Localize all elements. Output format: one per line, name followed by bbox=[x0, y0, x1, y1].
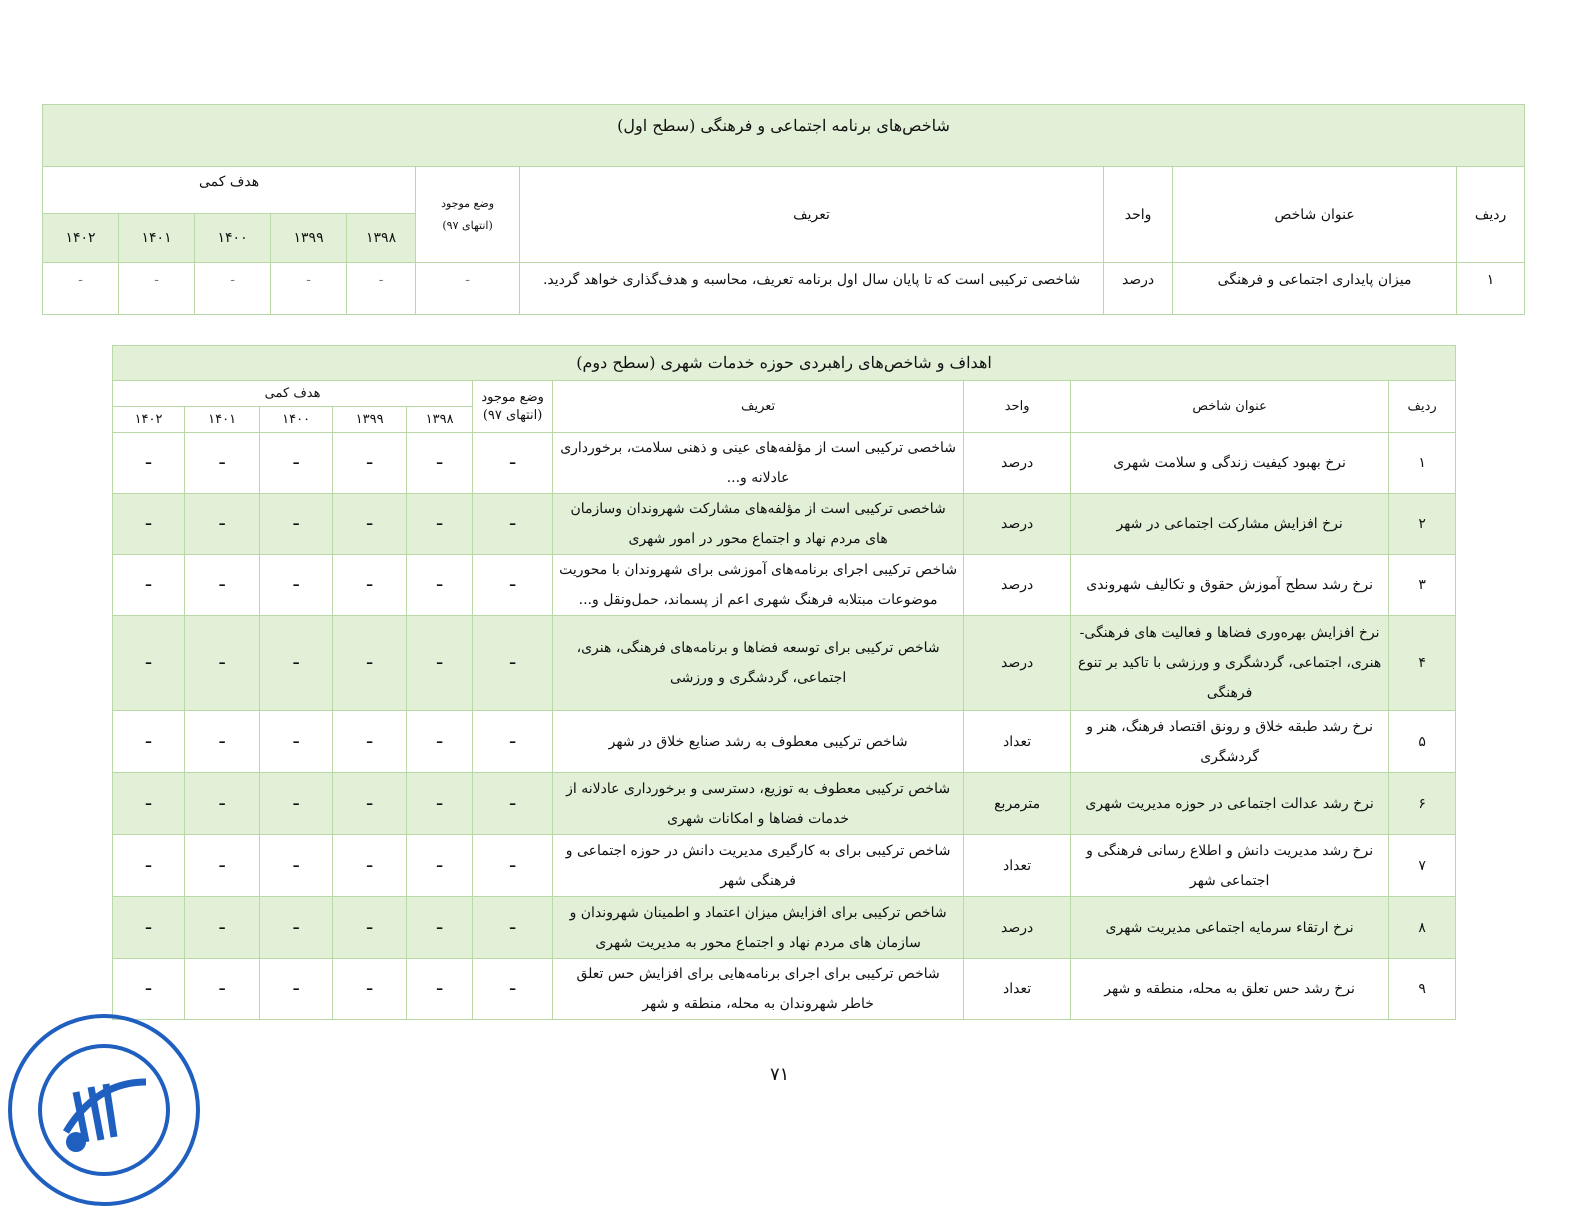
header-row-no: ردیف bbox=[1389, 381, 1456, 433]
target-value: – bbox=[407, 616, 473, 711]
target-value: – bbox=[260, 616, 333, 711]
indicator-title: نرخ افزایش بهره‌وری فضاها و فعالیت های فرهنگی- هنری، اجتماعی، گردشگری و ورزشی با تاکید بر تنوع فرهنگی bbox=[1071, 616, 1389, 711]
indicator-title: نرخ رشد طبقه خلاق و رونق اقتصاد فرهنگ، هنر و گردشگری bbox=[1071, 711, 1389, 773]
header-year: ۱۳۹۹ bbox=[271, 214, 347, 263]
unit: درصد bbox=[964, 555, 1071, 616]
unit: تعداد bbox=[964, 959, 1071, 1020]
row-number: ۳ bbox=[1389, 555, 1456, 616]
table-title: شاخص‌های برنامه اجتماعی و فرهنگی (سطح اول) bbox=[43, 105, 1525, 167]
header-year: ۱۴۰۰ bbox=[195, 214, 271, 263]
current-status: – bbox=[473, 959, 553, 1020]
target-value: - bbox=[347, 263, 416, 315]
header-definition: تعریف bbox=[520, 167, 1104, 263]
council-seal-stamp bbox=[6, 1012, 202, 1208]
row-number: ۸ bbox=[1389, 897, 1456, 959]
target-value: - bbox=[119, 263, 195, 315]
target-value: – bbox=[113, 616, 185, 711]
status-sublabel: (انتهای ۹۷) bbox=[442, 218, 493, 232]
row-number: ۹ bbox=[1389, 959, 1456, 1020]
current-status: – bbox=[473, 835, 553, 897]
row-number: ۴ bbox=[1389, 616, 1456, 711]
target-value: – bbox=[333, 835, 407, 897]
target-value: – bbox=[260, 555, 333, 616]
current-status: - bbox=[416, 263, 520, 315]
target-value: – bbox=[407, 711, 473, 773]
target-value: – bbox=[407, 433, 473, 494]
indicator-title: نرخ رشد مدیریت دانش و اطلاع رسانی فرهنگی و اجتماعی شهر bbox=[1071, 835, 1389, 897]
header-year: ۱۴۰۱ bbox=[119, 214, 195, 263]
header-status bbox=[416, 167, 520, 263]
table-row bbox=[113, 773, 1456, 835]
page-number: ۷۱ bbox=[770, 1064, 790, 1085]
definition: شاخص ترکیبی برای افزایش میزان اعتماد و اطمینان شهروندان و سازمان های مردم نهاد و اجتماع محور به مدیریت شهری bbox=[553, 897, 964, 959]
target-value: – bbox=[333, 494, 407, 555]
target-value: – bbox=[260, 711, 333, 773]
level-two-indicators-table bbox=[112, 345, 1456, 1020]
row-number: ۲ bbox=[1389, 494, 1456, 555]
row-number: ۶ bbox=[1389, 773, 1456, 835]
target-value: – bbox=[113, 897, 185, 959]
target-value: – bbox=[185, 433, 260, 494]
header-target: هدف کمی bbox=[113, 381, 473, 407]
definition: شاخصی ترکیبی است از مؤلفه‌های عینی و ذهنی سلامت، برخورداری عادلانه و... bbox=[553, 433, 964, 494]
table-row bbox=[113, 555, 1456, 616]
target-value: – bbox=[185, 555, 260, 616]
header-year: ۱۳۹۸ bbox=[407, 407, 473, 433]
indicator-title: نرخ افزایش مشارکت اجتماعی در شهر bbox=[1071, 494, 1389, 555]
header-status bbox=[473, 381, 553, 433]
header-year: ۱۴۰۱ bbox=[185, 407, 260, 433]
current-status: – bbox=[473, 494, 553, 555]
unit: مترمربع bbox=[964, 773, 1071, 835]
target-value: – bbox=[260, 897, 333, 959]
header-year: ۱۴۰۲ bbox=[43, 214, 119, 263]
target-value: – bbox=[260, 494, 333, 555]
target-value: – bbox=[185, 773, 260, 835]
target-value: – bbox=[185, 494, 260, 555]
target-value: – bbox=[333, 616, 407, 711]
table-row bbox=[113, 835, 1456, 897]
target-value: – bbox=[113, 433, 185, 494]
row-number: ۱ bbox=[1389, 433, 1456, 494]
unit: تعداد bbox=[964, 835, 1071, 897]
indicator-title: نرخ رشد حس تعلق به محله، منطقه و شهر bbox=[1071, 959, 1389, 1020]
header-year: ۱۴۰۰ bbox=[260, 407, 333, 433]
table-row bbox=[113, 616, 1456, 711]
table-row bbox=[43, 263, 1525, 315]
target-value: - bbox=[195, 263, 271, 315]
target-value: - bbox=[271, 263, 347, 315]
indicator-title: نرخ رشد عدالت اجتماعی در حوزه مدیریت شهری bbox=[1071, 773, 1389, 835]
target-value: – bbox=[407, 773, 473, 835]
unit: درصد bbox=[1104, 263, 1173, 315]
status-label: وضع موجود bbox=[441, 196, 495, 210]
current-status: – bbox=[473, 897, 553, 959]
target-value: - bbox=[43, 263, 119, 315]
definition: شاخص ترکیبی برای اجرای برنامه‌هایی برای افزایش حس تعلق خاطر شهروندان به محله، منطقه و شهر bbox=[553, 959, 964, 1020]
unit: درصد bbox=[964, 433, 1071, 494]
target-value: – bbox=[407, 897, 473, 959]
target-value: – bbox=[260, 773, 333, 835]
target-value: – bbox=[407, 494, 473, 555]
target-value: – bbox=[185, 897, 260, 959]
target-value: – bbox=[113, 835, 185, 897]
target-value: – bbox=[333, 897, 407, 959]
target-value: – bbox=[407, 959, 473, 1020]
unit: درصد bbox=[964, 616, 1071, 711]
target-value: – bbox=[113, 773, 185, 835]
definition: شاخصی ترکیبی است که تا پایان سال اول برنامه تعریف، محاسبه و هدف‌گذاری خواهد گردید. bbox=[520, 263, 1104, 315]
row-number: ۱ bbox=[1457, 263, 1525, 315]
target-value: – bbox=[333, 555, 407, 616]
unit: درصد bbox=[964, 494, 1071, 555]
definition: شاخص ترکیبی برای به کارگیری مدیریت دانش در حوزه اجتماعی و فرهنگی شهر bbox=[553, 835, 964, 897]
table-title: اهداف و شاخص‌های راهبردی حوزه خدمات شهری (سطح دوم) bbox=[113, 346, 1456, 381]
indicator-title: نرخ ارتقاء سرمایه اجتماعی مدیریت شهری bbox=[1071, 897, 1389, 959]
indicator-title: نرخ رشد سطح آموزش حقوق و تکالیف شهروندی bbox=[1071, 555, 1389, 616]
target-value: – bbox=[185, 616, 260, 711]
target-value: – bbox=[260, 835, 333, 897]
status-sublabel: (انتهای ۹۷) bbox=[482, 407, 543, 423]
table-row bbox=[113, 711, 1456, 773]
target-value: – bbox=[407, 555, 473, 616]
row-number: ۷ bbox=[1389, 835, 1456, 897]
definition: شاخص ترکیبی اجرای برنامه‌های آموزشی برای شهروندان با محوریت موضوعات مبتلابه فرهنگ شهری اعم از پسماند، حمل‌ونقل و... bbox=[553, 555, 964, 616]
header-target: هدف کمی bbox=[43, 167, 416, 214]
target-value: – bbox=[113, 494, 185, 555]
status-label: وضع موجود bbox=[481, 389, 544, 405]
table-row bbox=[113, 433, 1456, 494]
target-value: – bbox=[333, 959, 407, 1020]
indicator-title: میزان پایداری اجتماعی و فرهنگی bbox=[1173, 263, 1457, 315]
definition: شاخص ترکیبی معطوف به رشد صنایع خلاق در شهر bbox=[553, 711, 964, 773]
header-definition: تعریف bbox=[553, 381, 964, 433]
target-value: – bbox=[407, 835, 473, 897]
table-row bbox=[113, 494, 1456, 555]
target-value: – bbox=[333, 773, 407, 835]
target-value: – bbox=[185, 835, 260, 897]
target-value: – bbox=[333, 433, 407, 494]
current-status: – bbox=[473, 616, 553, 711]
definition: شاخص ترکیبی معطوف به توزیع، دسترسی و برخورداری عادلانه از خدمات فضاها و امکانات شهری bbox=[553, 773, 964, 835]
header-row-no: ردیف bbox=[1457, 167, 1525, 263]
current-status: – bbox=[473, 711, 553, 773]
header-indicator: عنوان شاخص bbox=[1071, 381, 1389, 433]
unit: درصد bbox=[964, 897, 1071, 959]
header-unit: واحد bbox=[964, 381, 1071, 433]
header-year: ۱۴۰۲ bbox=[113, 407, 185, 433]
target-value: – bbox=[113, 555, 185, 616]
row-number: ۵ bbox=[1389, 711, 1456, 773]
target-value: – bbox=[185, 711, 260, 773]
header-year: ۱۳۹۸ bbox=[347, 214, 416, 263]
current-status: – bbox=[473, 773, 553, 835]
level-one-indicators-table bbox=[42, 104, 1525, 315]
definition: شاخص ترکیبی برای توسعه فضاها و برنامه‌های فرهنگی، هنری، اجتماعی، گردشگری و ورزشی bbox=[553, 616, 964, 711]
table-row bbox=[113, 959, 1456, 1020]
header-indicator: عنوان شاخص bbox=[1173, 167, 1457, 263]
header-unit: واحد bbox=[1104, 167, 1173, 263]
target-value: – bbox=[185, 959, 260, 1020]
target-value: – bbox=[113, 711, 185, 773]
target-value: – bbox=[260, 959, 333, 1020]
target-value: – bbox=[333, 711, 407, 773]
indicator-title: نرخ بهبود کیفیت زندگی و سلامت شهری bbox=[1071, 433, 1389, 494]
current-status: – bbox=[473, 433, 553, 494]
current-status: – bbox=[473, 555, 553, 616]
definition: شاخصی ترکیبی است از مؤلفه‌های مشارکت شهروندان وسازمان های مردم نهاد و اجتماع محور در امور شهری bbox=[553, 494, 964, 555]
target-value: – bbox=[113, 959, 185, 1020]
unit: تعداد bbox=[964, 711, 1071, 773]
header-year: ۱۳۹۹ bbox=[333, 407, 407, 433]
target-value: – bbox=[260, 433, 333, 494]
table-row bbox=[113, 897, 1456, 959]
